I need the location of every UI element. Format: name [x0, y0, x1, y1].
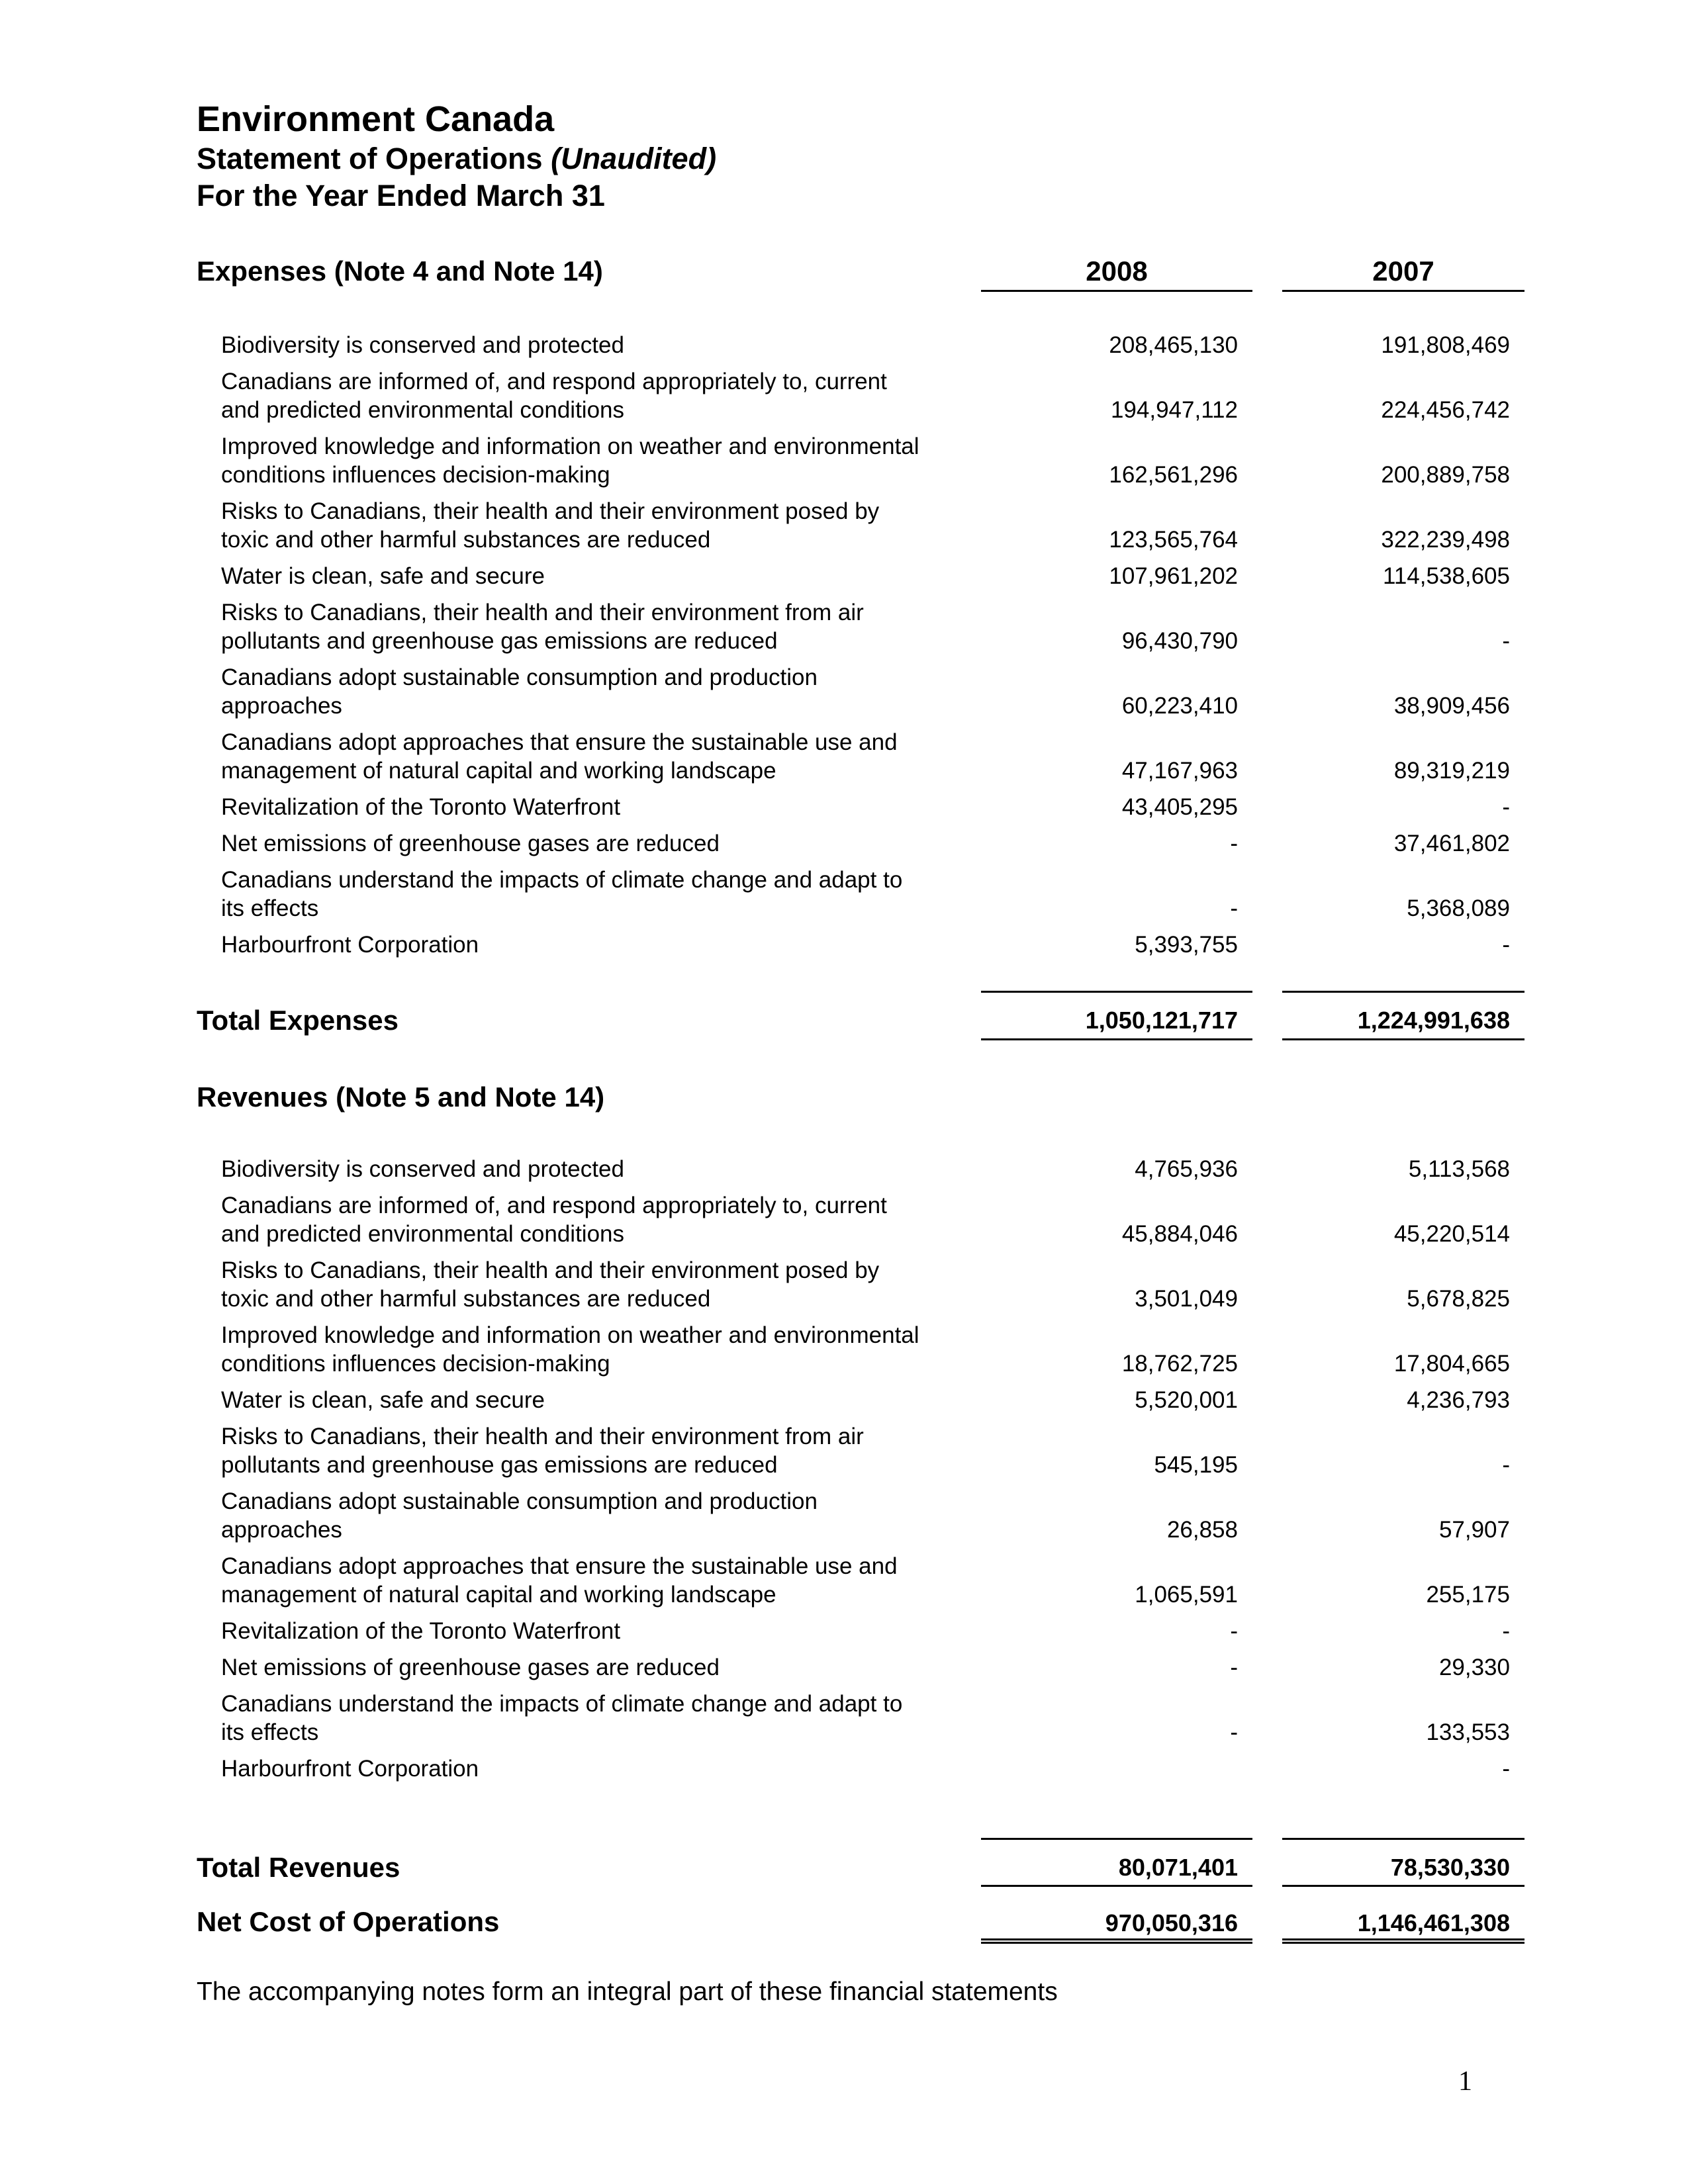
- revenue-row-2008: -: [1230, 1719, 1238, 1745]
- revenue-row-label: Canadians adopt approaches that ensure the sustainable use and: [221, 1553, 898, 1579]
- expense-row-2008: 96,430,790: [1121, 628, 1238, 654]
- expense-row-label-cont: approaches: [221, 693, 342, 719]
- page-number: 1: [1458, 2066, 1472, 2097]
- expense-row-label: Biodiversity is conserved and protected: [221, 332, 624, 358]
- column-header-2007: 2007: [1372, 255, 1434, 287]
- expense-row-2007: 322,239,498: [1381, 527, 1510, 553]
- expense-row-label-cont: pollutants and greenhouse gas emissions are reduced: [221, 628, 778, 654]
- expense-row-label: Risks to Canadians, their health and their environment posed by: [221, 498, 880, 524]
- revenue-row-label-cont: approaches: [221, 1517, 342, 1543]
- revenue-row-2008: 45,884,046: [1121, 1221, 1238, 1247]
- statement-name: Statement of Operations: [197, 142, 543, 175]
- column-header-2008: 2008: [1086, 255, 1148, 287]
- revenue-row-label-cont: conditions influences decision-making: [221, 1351, 610, 1377]
- expense-row-2008: 208,465,130: [1109, 332, 1238, 358]
- expense-row-2007: 5,368,089: [1407, 895, 1510, 921]
- expense-row-2008: 162,561,296: [1109, 462, 1238, 488]
- expense-row-2007: 38,909,456: [1393, 693, 1510, 719]
- total-expenses-2008: 1,050,121,717: [1085, 1007, 1238, 1034]
- column-header-rule-2008: [981, 290, 1252, 292]
- net-cost-label: Net Cost of Operations: [197, 1906, 500, 1937]
- revenue-row-label: Revitalization of the Toronto Waterfront: [221, 1618, 621, 1644]
- total-revenues-top-rule-2008: [981, 1838, 1252, 1840]
- revenue-row-label: Canadians are informed of, and respond appropriately to, current: [221, 1193, 887, 1218]
- net-cost-double-rule-2008: [981, 1938, 1252, 1944]
- total-expenses-bottom-rule-2007: [1282, 1038, 1524, 1040]
- expense-row-label-cont: management of natural capital and working landscape: [221, 758, 776, 784]
- total-expenses-top-rule-2008: [981, 991, 1252, 993]
- total-revenues-2007: 78,530,330: [1390, 1854, 1510, 1881]
- organization-title: Environment Canada: [197, 99, 555, 139]
- statement-period: For the Year Ended March 31: [197, 179, 605, 212]
- revenue-row-label-cont: toxic and other harmful substances are reduced: [221, 1286, 711, 1312]
- statement-qualifier: (Unaudited): [551, 142, 717, 175]
- total-expenses-2007: 1,224,991,638: [1357, 1007, 1510, 1034]
- expense-row-2008: -: [1230, 831, 1238, 856]
- expense-row-2008: 123,565,764: [1109, 527, 1238, 553]
- revenue-row-label: Canadians understand the impacts of climate change and adapt to: [221, 1691, 903, 1717]
- expense-row-2007: 224,456,742: [1381, 397, 1510, 423]
- expense-row-label: Canadians are informed of, and respond appropriately to, current: [221, 369, 887, 394]
- total-revenues-2008: 80,071,401: [1118, 1854, 1238, 1881]
- revenue-row-label-cont: pollutants and greenhouse gas emissions are reduced: [221, 1452, 778, 1478]
- revenue-row-2007: 255,175: [1426, 1582, 1510, 1608]
- expense-row-2007: 89,319,219: [1393, 758, 1510, 784]
- expense-row-label: Revitalization of the Toronto Waterfront: [221, 794, 621, 820]
- expense-row-label-cont: and predicted environmental conditions: [221, 397, 624, 423]
- revenue-row-2007: -: [1502, 1756, 1510, 1782]
- footnote: The accompanying notes form an integral part of these financial statements: [197, 1978, 1058, 2006]
- expense-row-label-cont: toxic and other harmful substances are reduced: [221, 527, 711, 553]
- expense-row-2007: 200,889,758: [1381, 462, 1510, 488]
- expense-row-label: Canadians understand the impacts of climate change and adapt to: [221, 867, 903, 893]
- revenue-row-label: Water is clean, safe and secure: [221, 1387, 545, 1413]
- expense-row-2008: 5,393,755: [1135, 932, 1238, 958]
- expense-row-label: Risks to Canadians, their health and their environment from air: [221, 600, 864, 625]
- revenue-row-label: Net emissions of greenhouse gases are reduced: [221, 1655, 720, 1680]
- revenue-row-label: Harbourfront Corporation: [221, 1756, 479, 1782]
- revenue-row-2008: 545,195: [1154, 1452, 1238, 1478]
- expense-row-2007: -: [1502, 794, 1510, 820]
- revenue-row-2007: 29,330: [1438, 1655, 1510, 1680]
- statement-title: [197, 140, 716, 177]
- revenue-row-2008: 26,858: [1166, 1517, 1238, 1543]
- revenue-row-2008: -: [1230, 1618, 1238, 1644]
- total-revenues-bottom-rule-2007: [1282, 1885, 1524, 1887]
- revenue-row-2007: 45,220,514: [1393, 1221, 1510, 1247]
- column-header-rule-2007: [1282, 290, 1524, 292]
- revenue-row-label: Risks to Canadians, their health and their environment posed by: [221, 1257, 880, 1283]
- revenue-row-2008: 5,520,001: [1135, 1387, 1238, 1413]
- expense-row-label: Improved knowledge and information on weather and environmental: [221, 433, 919, 459]
- expense-row-label: Net emissions of greenhouse gases are reduced: [221, 831, 720, 856]
- revenue-row-label: Canadians adopt sustainable consumption and production: [221, 1488, 818, 1514]
- total-expenses-label: Total Expenses: [197, 1005, 399, 1036]
- revenue-row-2007: 5,113,568: [1408, 1156, 1510, 1182]
- expense-row-2007: 37,461,802: [1393, 831, 1510, 856]
- expense-row-2007: 114,538,605: [1382, 563, 1510, 589]
- net-cost-2008: 970,050,316: [1105, 1909, 1238, 1936]
- revenue-row-2007: 4,236,793: [1407, 1387, 1510, 1413]
- revenue-row-2007: 133,553: [1426, 1719, 1510, 1745]
- total-expenses-top-rule-2007: [1282, 991, 1524, 993]
- net-cost-double-rule-2007: [1282, 1938, 1524, 1944]
- expense-row-label: Harbourfront Corporation: [221, 932, 479, 958]
- revenue-row-label: Biodiversity is conserved and protected: [221, 1156, 624, 1182]
- expense-row-label-cont: conditions influences decision-making: [221, 462, 610, 488]
- expense-row-label-cont: its effects: [221, 895, 319, 921]
- revenues-heading: Revenues (Note 5 and Note 14): [197, 1081, 605, 1113]
- revenue-row-2008: 1,065,591: [1135, 1582, 1238, 1608]
- expense-row-label: Canadians adopt approaches that ensure the sustainable use and: [221, 729, 898, 755]
- expense-row-2008: 60,223,410: [1121, 693, 1238, 719]
- revenue-row-label: Improved knowledge and information on weather and environmental: [221, 1322, 919, 1348]
- net-cost-2007: 1,146,461,308: [1357, 1909, 1510, 1936]
- revenue-row-2008: 4,765,936: [1135, 1156, 1238, 1182]
- revenue-row-2007: -: [1502, 1618, 1510, 1644]
- expense-row-2007: -: [1502, 628, 1510, 654]
- revenue-row-2008: 3,501,049: [1135, 1286, 1238, 1312]
- expense-row-2008: 194,947,112: [1110, 397, 1238, 423]
- revenue-row-label: Risks to Canadians, their health and their environment from air: [221, 1424, 864, 1449]
- revenue-row-2008: 18,762,725: [1121, 1351, 1238, 1377]
- revenue-row-2008: -: [1230, 1655, 1238, 1680]
- revenue-row-2007: -: [1502, 1452, 1510, 1478]
- expense-row-label: Canadians adopt sustainable consumption and production: [221, 664, 818, 690]
- total-revenues-label: Total Revenues: [197, 1852, 400, 1883]
- revenue-row-2007: 17,804,665: [1393, 1351, 1510, 1377]
- expense-row-2008: 47,167,963: [1121, 758, 1238, 784]
- total-expenses-bottom-rule-2008: [981, 1038, 1252, 1040]
- expense-row-2007: -: [1502, 932, 1510, 958]
- expense-row-2008: 43,405,295: [1121, 794, 1238, 820]
- revenue-row-label-cont: management of natural capital and working landscape: [221, 1582, 776, 1608]
- expense-row-2008: 107,961,202: [1109, 563, 1238, 589]
- total-revenues-top-rule-2007: [1282, 1838, 1524, 1840]
- revenue-row-label-cont: its effects: [221, 1719, 319, 1745]
- expense-row-2007: 191,808,469: [1381, 332, 1510, 358]
- expenses-heading: Expenses (Note 4 and Note 14): [197, 255, 603, 287]
- revenue-row-2007: 57,907: [1438, 1517, 1510, 1543]
- revenue-row-2007: 5,678,825: [1407, 1286, 1510, 1312]
- expense-row-2008: -: [1230, 895, 1238, 921]
- revenue-row-label-cont: and predicted environmental conditions: [221, 1221, 624, 1247]
- expense-row-label: Water is clean, safe and secure: [221, 563, 545, 589]
- total-revenues-bottom-rule-2008: [981, 1885, 1252, 1887]
